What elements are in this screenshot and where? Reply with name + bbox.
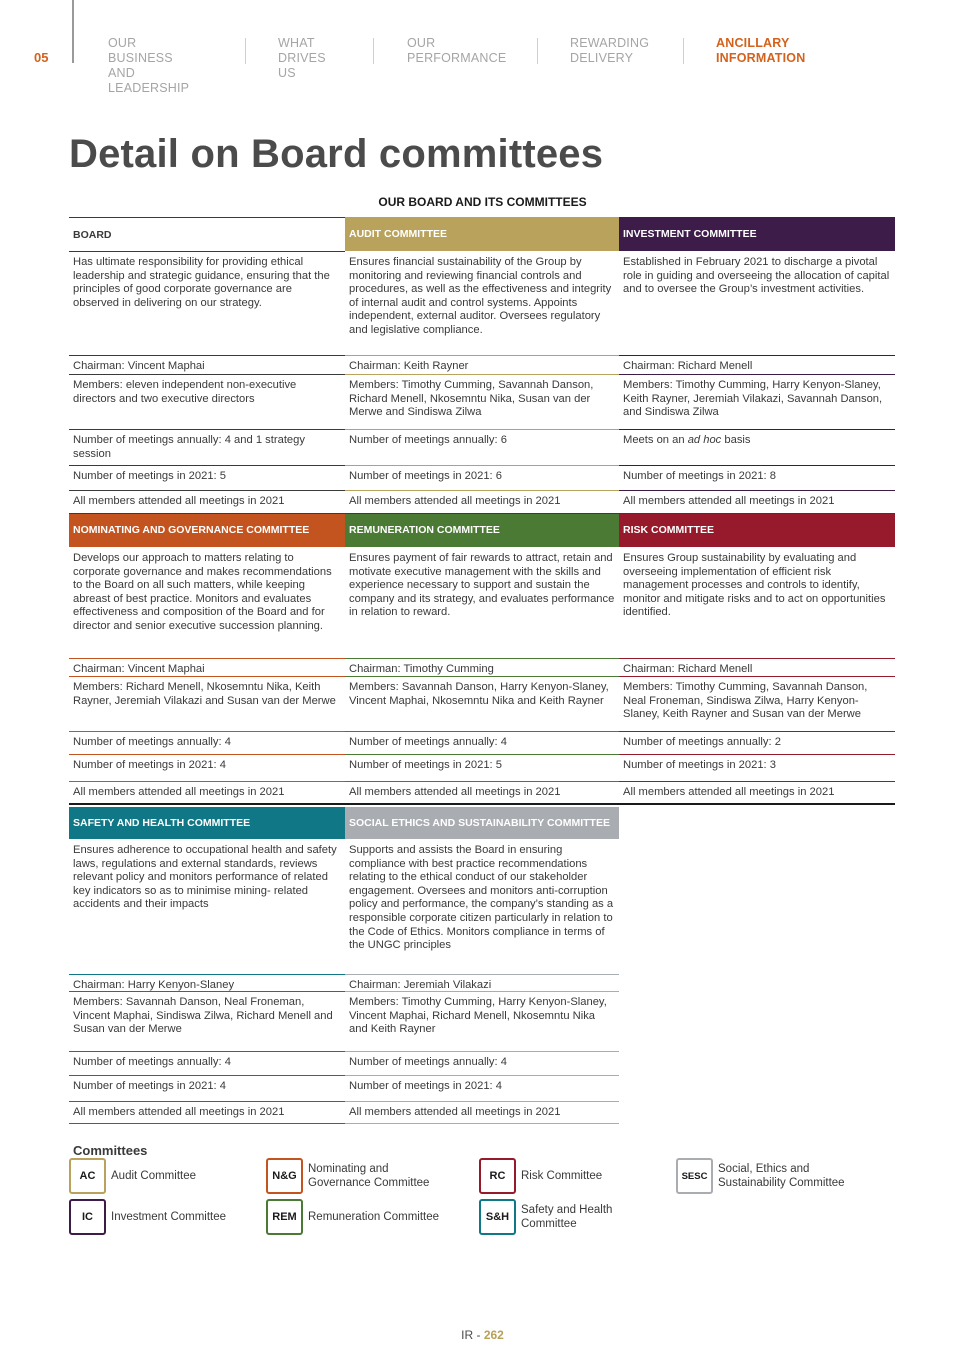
page-footer — [0, 1328, 965, 1342]
committee-description: Supports and assists the Board in ensuring compliance with best practice recommendations relating to the ethical conduct of our stakeholder engagement. Oversees and monitors anti-corruption policy and performance, the company’s standing as a responsible corporate citizen particularly in relation to the Code of Ethics. Monitors compliance in terms of the UNGC principles — [349, 844, 614, 952]
legend-label: Social, Ethics and Sustainability Committee — [718, 1163, 845, 1189]
attendance: All members attended all meetings in 2021 — [349, 495, 561, 507]
row-divider — [619, 676, 895, 677]
row-divider — [345, 731, 619, 732]
meetings-annually: Number of meetings annually: 2 — [623, 736, 781, 748]
row-divider — [69, 658, 345, 659]
committee-description: Ensures payment of fair rewards to attract, retain and motivate executive management with the skills and experience necessary to support and sustain the company and its strategy, and evaluates performance in relation to reward. — [349, 552, 615, 619]
row-divider — [345, 465, 619, 466]
row-divider — [69, 781, 345, 782]
meetings-annually: Number of meetings annually: 4 — [349, 1056, 507, 1068]
footer-prefix: IR - — [461, 1328, 484, 1342]
row-divider — [619, 731, 895, 732]
nav-item-4[interactable]: REWARDING DELIVERY — [570, 36, 650, 65]
legend-badge: IC — [69, 1199, 106, 1235]
page-subtitle: OUR BOARD AND ITS COMMITTEES — [378, 195, 587, 209]
committee-description: Ensures financial sustainability of the Group by monitoring and reviewing financial controls and procedures, as well as the effectiveness and integrity of internal audit and control systems. Appoints independent, external auditor. Oversees regulatory and legislative compliance. — [349, 256, 612, 336]
meetings-in-year: Number of meetings in 2021: 5 — [73, 470, 226, 482]
row-divider — [345, 429, 619, 430]
nav-item-3[interactable]: OUR PERFORMANCE — [407, 36, 507, 65]
committee-chairman: Chairman: Timothy Cumming — [349, 663, 494, 675]
page-title: Detail on Board committees — [69, 132, 604, 176]
attendance: All members attended all meetings in 2021 — [349, 786, 561, 798]
attendance: All members attended all meetings in 2021 — [73, 786, 285, 798]
legend-label: Investment Committee — [111, 1211, 227, 1223]
row-divider — [69, 974, 345, 975]
committee-description: Ensures Group sustainability by evaluating and overseeing implementation of efficient risk management processes and controls to identify, monitor and mitigate risks and to act on opportunities identified. — [623, 552, 886, 619]
meetings-annually: Number of meetings annually: 4 — [73, 736, 231, 748]
row-divider — [345, 1101, 619, 1102]
meetings-in-year: Number of meetings in 2021: 4 — [349, 1080, 502, 1092]
committee-header: SAFETY AND HEALTH COMMITTEE — [69, 807, 345, 839]
row-divider — [345, 781, 619, 782]
row-divider — [619, 429, 895, 430]
ad-hoc-text: ad hoc — [687, 434, 722, 446]
row-divider — [345, 374, 619, 375]
row-divider — [345, 490, 619, 491]
legend-title: Committees — [73, 1143, 148, 1158]
committee-members: Members: Timothy Cumming, Harry Kenyon-Slaney, Keith Rayner, Jeremiah Vilakazi, Savannah Danson, and Sindiswa Zilwa — [623, 379, 883, 419]
meetings-in-year: Number of meetings in 2021: 5 — [349, 759, 502, 771]
legend-label: Nominating and Governance Committee — [308, 1163, 430, 1189]
committee-header: AUDIT COMMITTEE — [345, 217, 619, 251]
row-divider — [69, 1051, 345, 1052]
row-divider — [619, 658, 895, 659]
committee-members: Members: Timothy Cumming, Savannah Danson, Neal Froneman, Sindiswa Zilwa, Harry Kenyon-Slaney, Keith Rayner and Susan van der Merwe — [623, 681, 868, 721]
row-divider — [619, 754, 895, 755]
row-divider — [69, 991, 345, 992]
legend-badge: S&H — [479, 1199, 516, 1235]
row-divider — [69, 754, 345, 755]
meetings-in-year: Number of meetings in 2021: 4 — [73, 1080, 226, 1092]
committee-description: Develops our approach to matters relating to corporate governance and makes recommendations to the Board on all such matters, while keeping abreast of best practice. Monitors and evaluates effectiveness and composition of the Board and for director and senior executive succession planning. — [73, 552, 332, 632]
row-divider — [69, 731, 345, 732]
committee-chairman: Chairman: Jeremiah Vilakazi — [349, 979, 492, 991]
meetings-in-year: Number of meetings in 2021: 6 — [349, 470, 502, 482]
row-divider — [345, 676, 619, 677]
committee-members: Members: Timothy Cumming, Savannah Danson, Richard Menell, Nkosemntu Nika, Susan van der Merwe and Sindiswa Zilwa — [349, 379, 594, 419]
meetings-annually: Number of meetings annually: 4 — [349, 736, 507, 748]
attendance: All members attended all meetings in 2021 — [623, 786, 835, 798]
committee-members: Members: Richard Menell, Nkosemntu Nika, Keith Rayner, Jeremiah Vilakazi and Susan van der Merwe — [73, 681, 336, 707]
row-divider — [345, 1075, 619, 1076]
committee-chairman: Chairman: Vincent Maphai — [73, 663, 205, 675]
nav-separator — [537, 38, 538, 64]
page-number: 05 — [34, 50, 49, 65]
row-divider — [345, 974, 619, 975]
attendance: All members attended all meetings in 2021 — [349, 1106, 561, 1118]
meetings-annually: Meets on an ad hoc basis — [623, 434, 751, 446]
row-divider — [345, 991, 619, 992]
committee-description: Has ultimate responsibility for providing ethical leadership and strategic guidance, ensuring that the principles of good corporate governance are observed in delivering on our strategy. — [73, 256, 330, 309]
nav-separator — [245, 38, 246, 64]
row-divider — [69, 429, 345, 430]
footer-page-number: 262 — [483, 1328, 504, 1342]
committee-header: SOCIAL ETHICS AND SUSTAINABILITY COMMITTEE — [345, 807, 619, 839]
meetings-annually: Number of meetings annually: 4 — [73, 1056, 231, 1068]
meetings-annually: Number of meetings annually: 6 — [349, 434, 507, 446]
row-divider — [619, 781, 895, 782]
attendance: All members attended all meetings in 2021 — [73, 1106, 285, 1118]
attendance: All members attended all meetings in 2021 — [73, 495, 285, 507]
nav-separator — [373, 38, 374, 64]
row-divider — [69, 803, 895, 805]
row-divider — [619, 374, 895, 375]
legend-label: Safety and Health Committee — [521, 1204, 613, 1230]
row-divider — [345, 355, 619, 356]
row-divider — [345, 1051, 619, 1052]
row-divider — [69, 1101, 345, 1102]
legend-label: Audit Committee — [111, 1170, 197, 1182]
meetings-in-year: Number of meetings in 2021: 3 — [623, 759, 776, 771]
legend-badge: RC — [479, 1158, 516, 1194]
legend-badge: AC — [69, 1158, 106, 1194]
attendance: All members attended all meetings in 2021 — [623, 495, 835, 507]
row-divider — [69, 490, 345, 491]
row-divider — [69, 513, 895, 514]
legend-label: Risk Committee — [521, 1170, 603, 1182]
meetings-in-year: Number of meetings in 2021: 8 — [623, 470, 776, 482]
nav-item-2[interactable]: WHAT DRIVES US — [278, 36, 326, 80]
row-divider — [619, 465, 895, 466]
committee-chairman: Chairman: Harry Kenyon-Slaney — [73, 979, 235, 991]
committee-chairman: Chairman: Keith Rayner — [349, 360, 469, 372]
row-divider — [345, 754, 619, 755]
committee-description: Established in February 2021 to discharge a pivotal role in guiding and overseeing the allocation of capital and to oversee the Group’s investment activities. — [623, 256, 890, 296]
header-divider — [72, 0, 74, 63]
row-divider — [345, 658, 619, 659]
meetings-annually: Number of meetings annually: 4 and 1 strategy session — [73, 434, 305, 460]
row-divider — [69, 1123, 345, 1124]
committee-chairman: Chairman: Vincent Maphai — [73, 360, 205, 372]
committee-description: Ensures adherence to occupational health and safety laws, regulations and external standards, reviews relevant policy and monitors performance of related key indicators so as to minimise mining- related accidents and their impacts — [73, 844, 337, 911]
committee-members: Members: Savannah Danson, Neal Froneman, Vincent Maphai, Sindiswa Zilwa, Richard Menell and Susan van der Merwe — [73, 996, 333, 1036]
committee-header: INVESTMENT COMMITTEE — [619, 217, 895, 251]
row-divider — [69, 355, 345, 356]
legend-label: Remuneration Committee — [308, 1211, 440, 1223]
nav-item-1[interactable]: OUR BUSINESS AND LEADERSHIP — [108, 36, 190, 95]
legend-badge: N&G — [266, 1158, 303, 1194]
meetings-in-year: Number of meetings in 2021: 4 — [73, 759, 226, 771]
committee-header: RISK COMMITTEE — [619, 513, 895, 547]
committee-header: BOARD — [69, 218, 345, 251]
legend-badge: REM — [266, 1199, 303, 1235]
nav-separator — [683, 38, 684, 64]
committee-members: Members: eleven independent non-executive directors and two executive directors — [73, 379, 297, 405]
row-divider — [69, 374, 345, 375]
row-divider — [69, 1075, 345, 1076]
committee-header: NOMINATING AND GOVERNANCE COMMITTEE — [69, 513, 345, 547]
row-divider — [619, 355, 895, 356]
committee-chairman: Chairman: Richard Menell — [623, 360, 753, 372]
committee-chairman: Chairman: Richard Menell — [623, 663, 753, 675]
legend-badge: SESC — [676, 1158, 713, 1194]
committee-members: Members: Timothy Cumming, Harry Kenyon-Slaney, Vincent Maphai, Richard Menell, Nkosemntu Nika and Keith Rayner — [349, 996, 607, 1036]
nav-item-5[interactable]: ANCILLARY INFORMATION — [716, 36, 806, 65]
row-divider — [69, 676, 345, 677]
row-divider — [69, 465, 345, 466]
row-divider — [69, 251, 345, 252]
committee-members: Members: Savannah Danson, Harry Kenyon-Slaney, Vincent Maphai, Nkosemntu Nika and Keith Rayner — [349, 681, 609, 707]
committee-header: REMUNERATION COMMITTEE — [345, 513, 619, 547]
row-divider — [619, 490, 895, 491]
row-divider — [345, 1123, 619, 1124]
